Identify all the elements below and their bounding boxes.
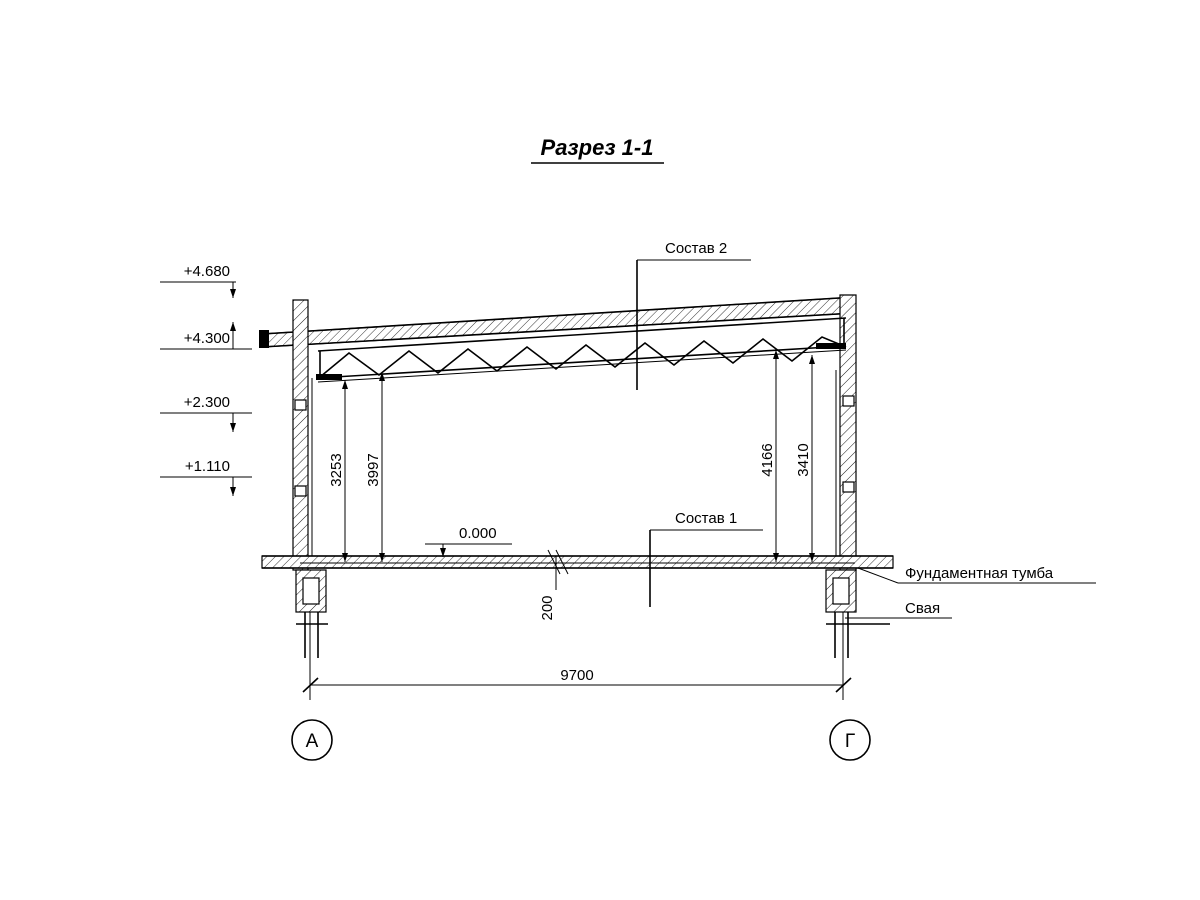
elevation-label-0000: 0.000 <box>459 525 497 542</box>
wall-left <box>293 300 308 570</box>
wall-joint-right-1 <box>843 396 854 406</box>
elevation-label-1110: +1.110 <box>184 458 230 475</box>
axis-bubbles <box>292 720 870 760</box>
truss-bottom-chord-2 <box>318 350 846 382</box>
truss-bottom-chord <box>318 346 846 378</box>
floor-slab <box>262 556 893 568</box>
callout-label-sostav1: Состав 1 <box>675 510 738 527</box>
vertical-dimensions <box>328 350 812 621</box>
elevation-marks <box>160 263 512 557</box>
truss-bearing-left <box>316 374 342 380</box>
pedestal-right-core <box>833 578 849 604</box>
elevation-label-4300: +4.300 <box>183 330 230 347</box>
axis-label-g: Г <box>844 731 856 752</box>
axis-label-a: А <box>305 731 319 752</box>
overall-dimension <box>303 612 851 700</box>
dim-label-3997: 3997 <box>365 453 382 487</box>
dim-label-3253: 3253 <box>328 453 345 487</box>
callout-label-svaya: Свая <box>905 600 941 617</box>
callout-label-tumba: Фундаментная тумба <box>905 565 1054 582</box>
dim-label-3410: 3410 <box>795 443 812 477</box>
truss-bearing-right <box>816 343 846 349</box>
dim-label-200: 200 <box>539 595 556 621</box>
wall-joint-left-1 <box>295 400 306 410</box>
elevation-label-2300: +2.300 <box>183 394 230 411</box>
pedestal-left-core <box>303 578 319 604</box>
wall-right <box>840 295 856 570</box>
elevation-label-4680: +4.680 <box>183 263 230 280</box>
page-title: Разрез 1-1 <box>540 135 654 160</box>
callout-label-sostav2: Состав 2 <box>665 240 728 257</box>
dim-label-4166: 4166 <box>759 443 776 477</box>
callout-leader-tumba <box>858 568 898 583</box>
dim-label-9700: 9700 <box>560 667 594 684</box>
wall-joint-right-2 <box>843 482 854 492</box>
truss-web <box>320 337 846 377</box>
roof-slab <box>262 297 855 347</box>
wall-joint-left-2 <box>295 486 306 496</box>
roof-edge-left <box>259 330 269 348</box>
